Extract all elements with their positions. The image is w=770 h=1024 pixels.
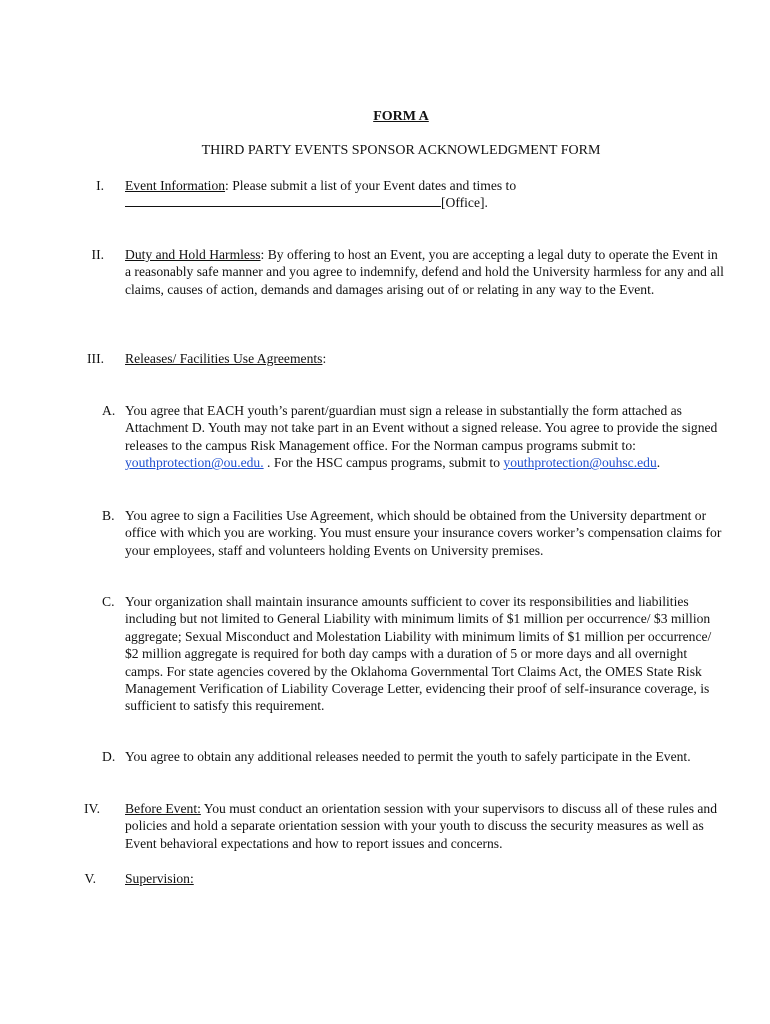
subsection-text-2: . For the HSC campus programs, submit to <box>263 455 504 471</box>
hsc-email-link[interactable]: youthprotection@ouhsc.edu <box>503 455 657 471</box>
subsection-letter: A. <box>102 403 116 418</box>
section-heading: Event Information <box>125 178 226 193</box>
form-subtitle: THIRD PARTY EVENTS SPONSOR ACKNOWLEDGMENT FORM <box>201 143 601 158</box>
section-body <box>125 870 725 887</box>
subsection-body: You agree to obtain any additional releases needed to permit the youth to safely participate in the Event. <box>125 749 691 764</box>
section-number: II. <box>91 247 104 262</box>
subsection-text-3: . <box>656 455 661 471</box>
section-heading: Releases/ Facilities Use Agreements <box>125 351 323 366</box>
subsection-letter: C. <box>102 594 115 609</box>
subsection-letter: D. <box>102 749 116 764</box>
section-body <box>125 177 725 212</box>
subsection-letter: B. <box>102 508 115 523</box>
section-heading: Duty and Hold Harmless <box>125 247 261 262</box>
section-heading: Supervision: <box>125 871 194 886</box>
subsection-text: You agree that EACH youth’s parent/guardian must sign a release in substantially the form attached as Attachment D. Youth may not take part in an Event without a signed release. You agree to provide the signed releases to the campus Risk Management office. For the Norman campus programs submit to: <box>125 403 718 453</box>
subsection-body: Your organization shall maintain insurance amounts sufficient to cover its responsibilities and liabilities including but not limited to General Liability with minimum limits of $1 million per occurrence/ $3 million aggregate; Sexual Misconduct and Molestation Liability with minimum limits of $1 million per occurrence/ $2 million aggregate is required for both day camps with a duration of 5 or more days and all overnight camps. For state agencies covered by the Oklahoma Governmental Tort Claims Act, the OMES State Risk Management Verification of Liability Coverage Letter, evidencing their proof of self-insurance coverage, is sufficient to satisfy this requirement. <box>125 594 712 714</box>
subsection-body: You agree to sign a Facilities Use Agreement, which should be obtained from the University department or office with which you are working. You must ensure your insurance covers worker’s compensation claims for your employees, staff and volunteers holding Events on University premises. <box>125 508 722 558</box>
office-blank-line <box>125 194 441 207</box>
section-number: V. <box>84 871 96 886</box>
form-title: FORM A <box>373 109 429 124</box>
section-number: IV. <box>84 801 100 816</box>
subsection-body <box>125 402 725 472</box>
section-text: : Please submit a list of your Event dates and times to <box>225 178 517 193</box>
section-text: You must conduct an orientation session with your supervisors to discuss all of these rules and policies and hold a separate orientation session with your youth to discuss the security measures as well as Event behavioral expectations and how to report issues and concerns. <box>125 801 718 851</box>
section-body <box>125 246 725 298</box>
section-number: III. <box>87 351 104 366</box>
office-label: [Office]. <box>441 195 488 211</box>
section-body <box>125 350 725 367</box>
section-number: I. <box>96 178 104 193</box>
norman-email-link[interactable]: youthprotection@ou.edu. <box>125 455 264 471</box>
section-body <box>125 800 725 852</box>
section-heading: Before Event: <box>125 801 201 816</box>
section-colon: : <box>322 351 327 366</box>
section-text: : By offering to host an Event, you are accepting a legal duty to operate the Event in a reasonably safe manner and you agree to indemnify, defend and hold the University harmless for any and all claims, causes of action, demands and damages arising out of or relating in any way to the Event. <box>125 247 724 297</box>
